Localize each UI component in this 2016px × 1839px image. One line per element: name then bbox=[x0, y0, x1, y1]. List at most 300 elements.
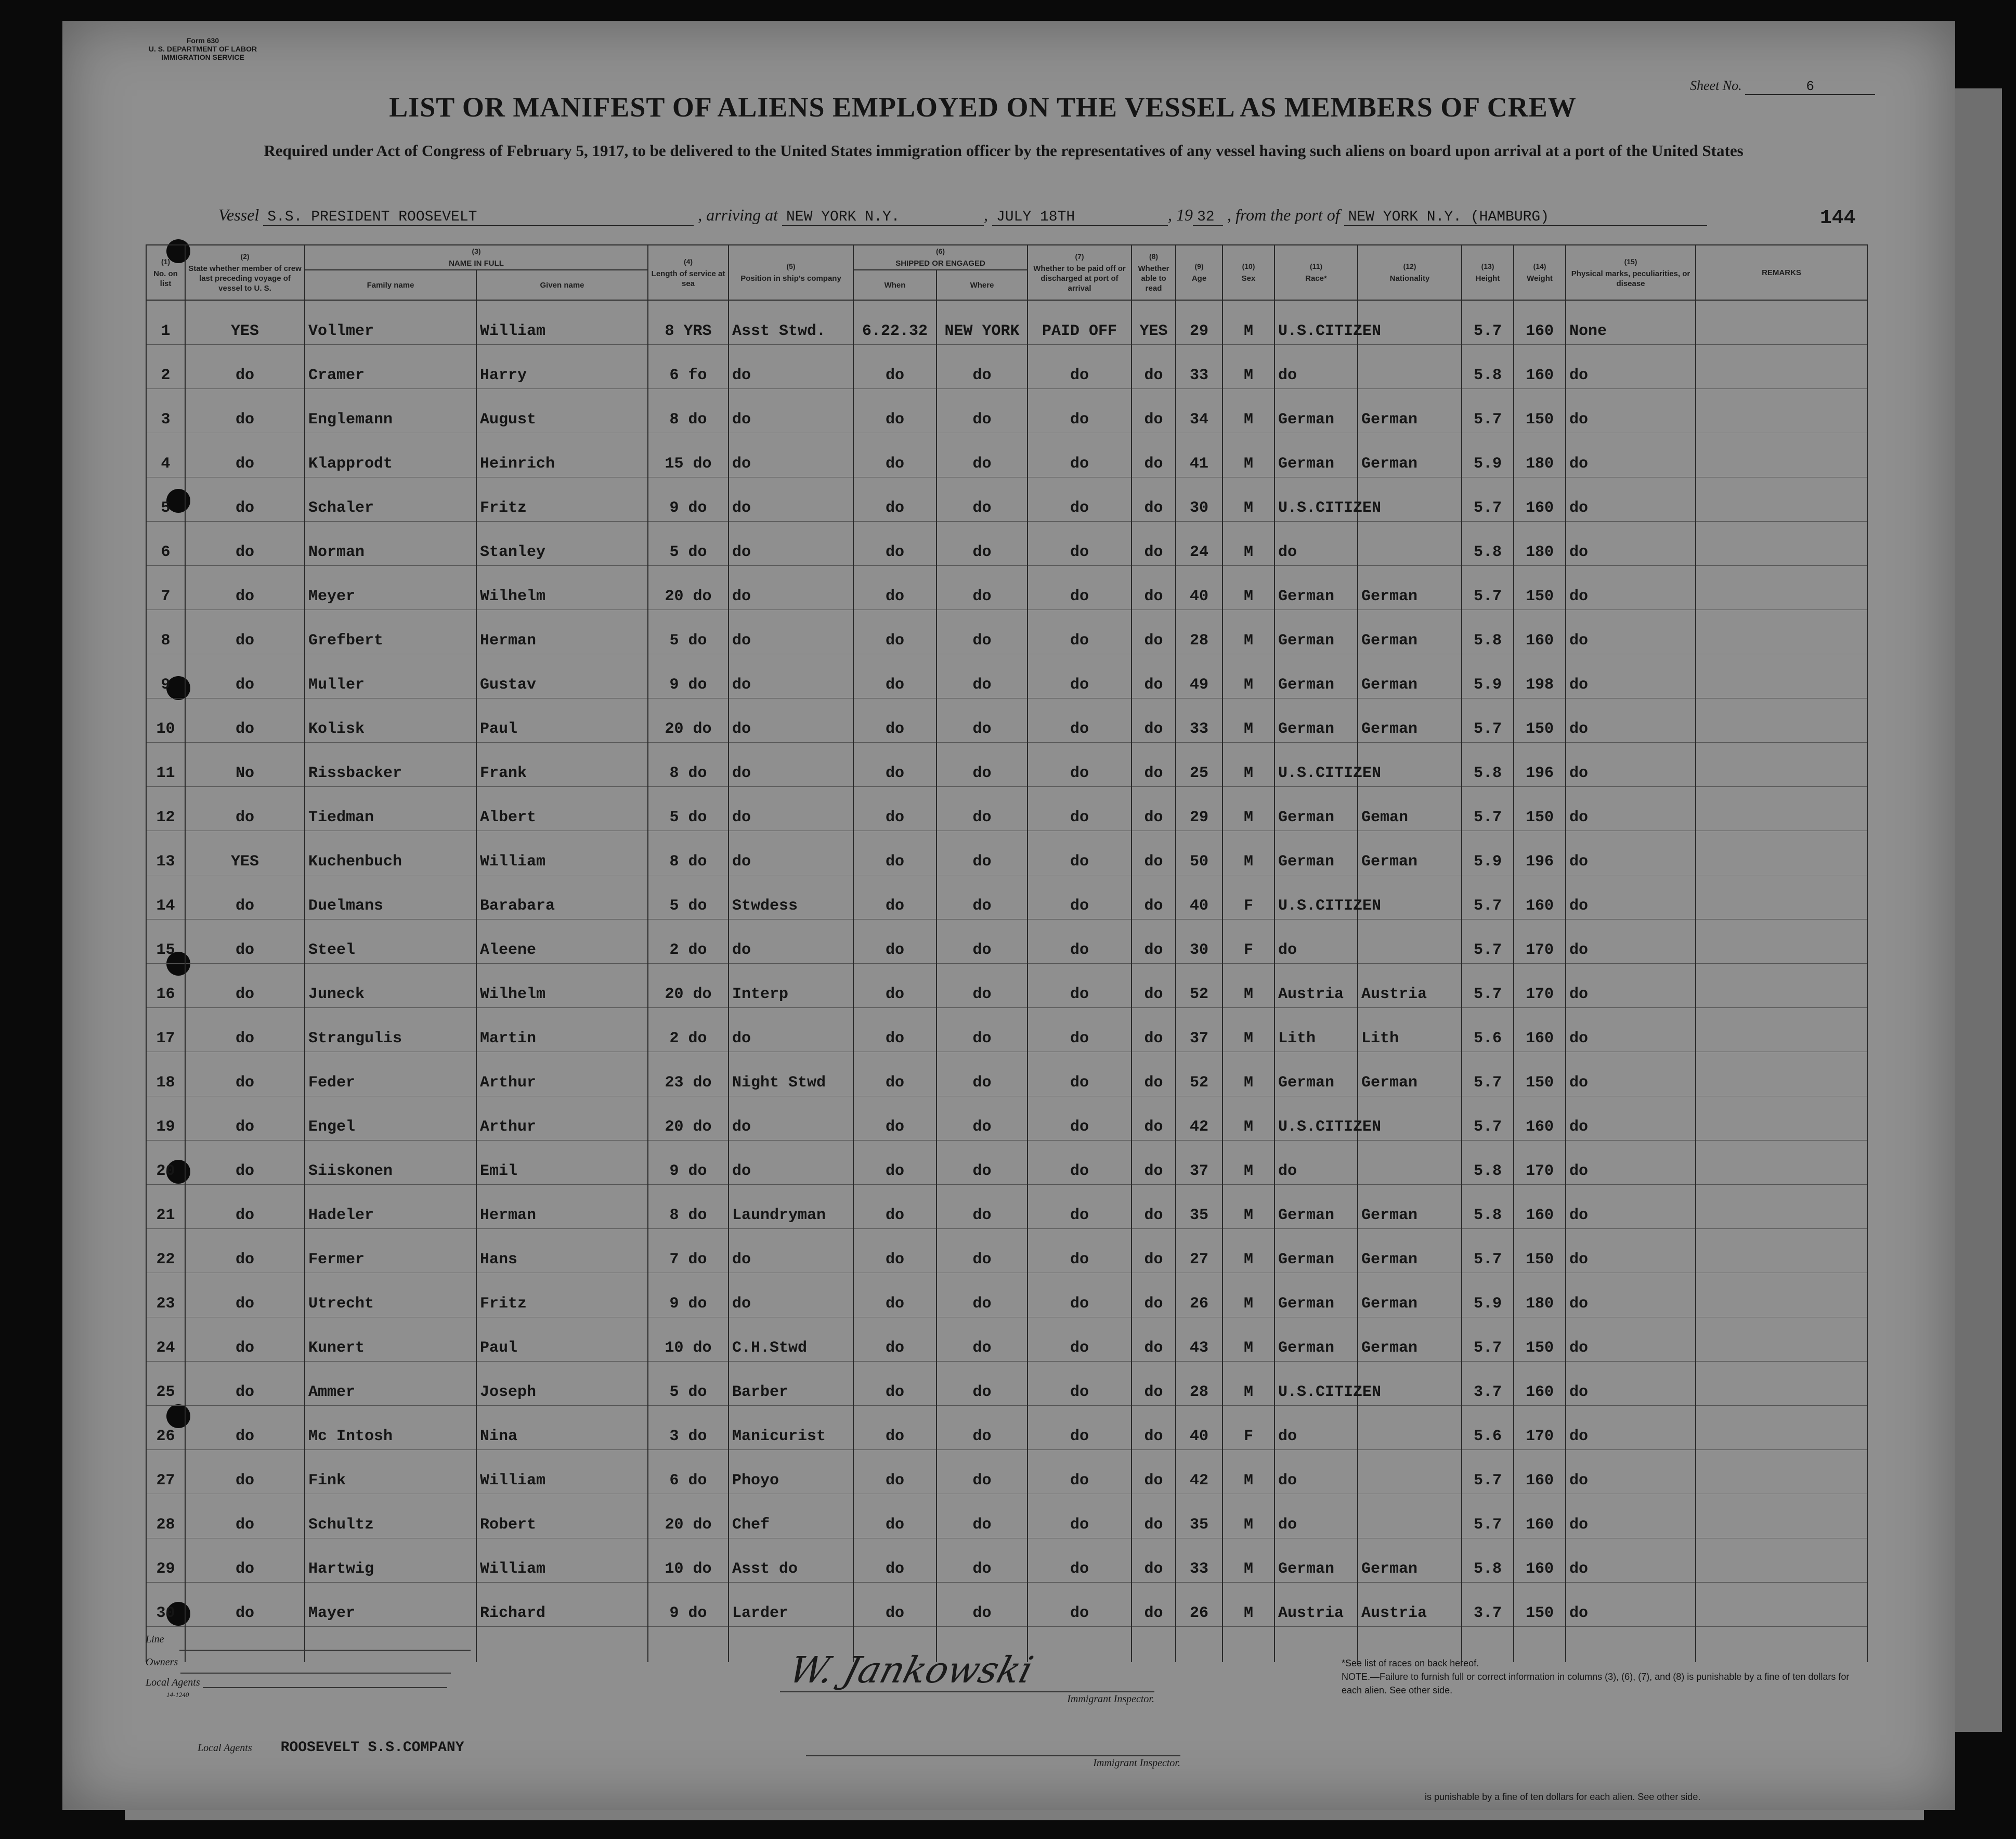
physical-marks-cell: do bbox=[1566, 1008, 1696, 1052]
weight-cell: 160 bbox=[1514, 300, 1566, 345]
row-number-cell: 29 bbox=[146, 1538, 185, 1583]
shipped-when-cell: do bbox=[853, 1141, 937, 1185]
length-of-service-cell: 6 fo bbox=[648, 345, 729, 389]
length-of-service-cell: 5 do bbox=[648, 787, 729, 831]
year-prefix: , 19 bbox=[1167, 205, 1193, 224]
nationality-cell: Austria bbox=[1358, 1583, 1462, 1627]
race-cell: German bbox=[1274, 1317, 1358, 1362]
weight-cell: 150 bbox=[1514, 698, 1566, 743]
able-to-read-cell: do bbox=[1131, 433, 1176, 477]
shipped-when-cell: do bbox=[853, 1450, 937, 1494]
shipped-where-cell: do bbox=[937, 1406, 1027, 1450]
height-cell: 5.7 bbox=[1462, 389, 1514, 433]
table-row bbox=[146, 433, 1867, 477]
family-name-cell: Steel bbox=[305, 920, 476, 964]
age-cell: 33 bbox=[1176, 345, 1222, 389]
previous-voyage-cell: do bbox=[185, 1538, 305, 1583]
race-cell: German bbox=[1274, 389, 1358, 433]
able-to-read-cell: do bbox=[1131, 1362, 1176, 1406]
length-of-service-cell: 10 do bbox=[648, 1538, 729, 1583]
table-row bbox=[146, 1317, 1867, 1362]
weight-cell: 150 bbox=[1514, 1317, 1566, 1362]
length-of-service-cell: 8 YRS bbox=[648, 300, 729, 345]
footer-line-owners bbox=[146, 1628, 471, 1701]
nationality-cell: German bbox=[1358, 831, 1462, 875]
sex-cell: M bbox=[1222, 1494, 1274, 1538]
given-name-cell: Barabara bbox=[476, 875, 648, 920]
age-cell: 30 bbox=[1176, 920, 1222, 964]
length-of-service-cell: 8 do bbox=[648, 743, 729, 787]
physical-marks-cell: do bbox=[1566, 610, 1696, 654]
age-cell: 27 bbox=[1176, 1229, 1222, 1273]
physical-marks-cell: do bbox=[1566, 433, 1696, 477]
race-cell: Lith bbox=[1274, 1008, 1358, 1052]
paid-off-cell: do bbox=[1027, 522, 1131, 566]
age-cell: 34 bbox=[1176, 389, 1222, 433]
remarks-cell bbox=[1696, 1273, 1867, 1317]
shipped-where-cell: do bbox=[937, 654, 1027, 698]
previous-voyage-cell: YES bbox=[185, 300, 305, 345]
family-name-cell: Juneck bbox=[305, 964, 476, 1008]
paid-off-cell: do bbox=[1027, 1494, 1131, 1538]
sex-cell: M bbox=[1222, 610, 1274, 654]
vessel-line: Vessel S.S. PRESIDENT ROOSEVELT , arriving at NEW YORK N.Y. , JULY 18TH , 19 32 , from the port of NEW YORK N.Y. (HAMBURG) bbox=[218, 205, 1914, 226]
able-to-read-cell: do bbox=[1131, 522, 1176, 566]
weight-cell: 170 bbox=[1514, 920, 1566, 964]
physical-marks-cell: do bbox=[1566, 787, 1696, 831]
header-nationality: (12) Nationality bbox=[1358, 245, 1462, 300]
shipped-when-cell: do bbox=[853, 610, 937, 654]
remarks-cell bbox=[1696, 477, 1867, 522]
remarks-cell bbox=[1696, 522, 1867, 566]
shipped-when-cell: do bbox=[853, 1538, 937, 1583]
sex-cell: M bbox=[1222, 964, 1274, 1008]
row-number-cell: 4 bbox=[146, 433, 185, 477]
physical-marks-cell: do bbox=[1566, 831, 1696, 875]
inspector-signature: W. Jankowski bbox=[785, 1649, 1038, 1691]
sheet-number bbox=[1690, 78, 1875, 95]
previous-voyage-cell: do bbox=[185, 1362, 305, 1406]
shipped-when-cell: do bbox=[853, 831, 937, 875]
age-cell: 24 bbox=[1176, 522, 1222, 566]
shipped-when-cell: do bbox=[853, 1494, 937, 1538]
row-number-cell: 9 bbox=[146, 654, 185, 698]
age-cell: 40 bbox=[1176, 875, 1222, 920]
sheet-number-value: 6 bbox=[1745, 79, 1875, 95]
inspector-label: Immigrant Inspector. bbox=[780, 1691, 1154, 1705]
shipped-where-cell: do bbox=[937, 1494, 1027, 1538]
family-name-cell: Cramer bbox=[305, 345, 476, 389]
paid-off-cell: do bbox=[1027, 743, 1131, 787]
nationality-cell: German bbox=[1358, 654, 1462, 698]
height-cell: 3.7 bbox=[1462, 1362, 1514, 1406]
remarks-cell bbox=[1696, 1538, 1867, 1583]
table-row bbox=[146, 610, 1867, 654]
shipped-where-cell: do bbox=[937, 1538, 1027, 1583]
given-name-cell: August bbox=[476, 389, 648, 433]
age-cell: 35 bbox=[1176, 1494, 1222, 1538]
position-cell: do bbox=[729, 389, 853, 433]
sex-cell: M bbox=[1222, 1273, 1274, 1317]
length-of-service-cell: 5 do bbox=[648, 1362, 729, 1406]
sex-cell: M bbox=[1222, 787, 1274, 831]
blank-cell bbox=[648, 1627, 729, 1663]
able-to-read-cell: do bbox=[1131, 698, 1176, 743]
weight-cell: 160 bbox=[1514, 610, 1566, 654]
shipped-when-cell: do bbox=[853, 1362, 937, 1406]
shipped-when-cell: do bbox=[853, 477, 937, 522]
physical-marks-cell: do bbox=[1566, 345, 1696, 389]
able-to-read-cell: do bbox=[1131, 1185, 1176, 1229]
sheet-number-label: Sheet No. bbox=[1690, 78, 1742, 93]
age-cell: 50 bbox=[1176, 831, 1222, 875]
given-name-cell: William bbox=[476, 300, 648, 345]
sex-cell: M bbox=[1222, 566, 1274, 610]
weight-cell: 180 bbox=[1514, 1273, 1566, 1317]
position-cell: Asst do bbox=[729, 1538, 853, 1583]
weight-cell: 170 bbox=[1514, 1406, 1566, 1450]
shipped-when-cell: do bbox=[853, 1317, 937, 1362]
height-cell: 5.7 bbox=[1462, 477, 1514, 522]
shipped-when-cell: do bbox=[853, 787, 937, 831]
physical-marks-cell: do bbox=[1566, 1185, 1696, 1229]
shipped-when-cell: do bbox=[853, 1229, 937, 1273]
length-of-service-cell: 10 do bbox=[648, 1317, 729, 1362]
sex-cell: M bbox=[1222, 1229, 1274, 1273]
able-to-read-cell: do bbox=[1131, 1141, 1176, 1185]
height-cell: 5.7 bbox=[1462, 698, 1514, 743]
physical-marks-cell: do bbox=[1566, 566, 1696, 610]
given-name-cell: Martin bbox=[476, 1008, 648, 1052]
physical-marks-cell: do bbox=[1566, 964, 1696, 1008]
table-row bbox=[146, 1185, 1867, 1229]
length-of-service-cell: 23 do bbox=[648, 1052, 729, 1096]
able-to-read-cell: do bbox=[1131, 1583, 1176, 1627]
previous-voyage-cell: do bbox=[185, 1450, 305, 1494]
weight-cell: 180 bbox=[1514, 433, 1566, 477]
row-number-cell: 28 bbox=[146, 1494, 185, 1538]
nationality-cell bbox=[1358, 345, 1462, 389]
sex-cell: M bbox=[1222, 654, 1274, 698]
given-name-cell: Harry bbox=[476, 345, 648, 389]
physical-marks-cell: do bbox=[1566, 698, 1696, 743]
table-row bbox=[146, 1494, 1867, 1538]
row-number-cell: 23 bbox=[146, 1273, 185, 1317]
nationality-cell bbox=[1358, 920, 1462, 964]
physical-marks-cell: do bbox=[1566, 654, 1696, 698]
family-name-cell: Utrecht bbox=[305, 1273, 476, 1317]
physical-marks-cell: do bbox=[1566, 1583, 1696, 1627]
row-number-cell: 14 bbox=[146, 875, 185, 920]
nationality-cell: German bbox=[1358, 1538, 1462, 1583]
length-of-service-cell: 9 do bbox=[648, 1583, 729, 1627]
table-row bbox=[146, 1450, 1867, 1494]
position-cell: do bbox=[729, 787, 853, 831]
remarks-cell bbox=[1696, 1583, 1867, 1627]
position-cell: do bbox=[729, 610, 853, 654]
table-row bbox=[146, 654, 1867, 698]
physical-marks-cell: do bbox=[1566, 1494, 1696, 1538]
shipped-where-cell: do bbox=[937, 1229, 1027, 1273]
race-cell: German bbox=[1274, 610, 1358, 654]
shipped-where-cell: do bbox=[937, 1583, 1027, 1627]
length-of-service-cell: 20 do bbox=[648, 566, 729, 610]
vessel-name: S.S. PRESIDENT ROOSEVELT bbox=[263, 209, 694, 226]
previous-voyage-cell: do bbox=[185, 566, 305, 610]
race-cell: German bbox=[1274, 1273, 1358, 1317]
row-number-cell: 15 bbox=[146, 920, 185, 964]
header-physical-marks: (15) Physical marks, peculiarities, or disease bbox=[1566, 245, 1696, 300]
shipped-when-cell: do bbox=[853, 1406, 937, 1450]
table-row bbox=[146, 389, 1867, 433]
previous-voyage-cell: do bbox=[185, 875, 305, 920]
shipped-when-cell: do bbox=[853, 698, 937, 743]
able-to-read-cell: do bbox=[1131, 743, 1176, 787]
race-cell: do bbox=[1274, 1141, 1358, 1185]
able-to-read-cell: do bbox=[1131, 964, 1176, 1008]
shipped-where-cell: do bbox=[937, 787, 1027, 831]
table-row bbox=[146, 1538, 1867, 1583]
shipped-when-cell: do bbox=[853, 920, 937, 964]
length-of-service-cell: 3 do bbox=[648, 1406, 729, 1450]
row-number-cell: 7 bbox=[146, 566, 185, 610]
height-cell: 5.6 bbox=[1462, 1008, 1514, 1052]
length-of-service-cell: 20 do bbox=[648, 964, 729, 1008]
family-name-cell: Ammer bbox=[305, 1362, 476, 1406]
position-cell: C.H.Stwd bbox=[729, 1317, 853, 1362]
paid-off-cell: do bbox=[1027, 1052, 1131, 1096]
nationality-cell: German bbox=[1358, 698, 1462, 743]
given-name-cell: Hans bbox=[476, 1229, 648, 1273]
local-agents-value: ROOSEVELT S.S.COMPANY bbox=[280, 1740, 464, 1756]
race-cell: Austria bbox=[1274, 964, 1358, 1008]
paid-off-cell: do bbox=[1027, 389, 1131, 433]
shipped-where-cell: NEW YORK bbox=[937, 300, 1027, 345]
row-number-cell: 19 bbox=[146, 1096, 185, 1141]
family-name-cell: Fink bbox=[305, 1450, 476, 1494]
previous-voyage-cell: do bbox=[185, 1052, 305, 1096]
weight-cell: 170 bbox=[1514, 964, 1566, 1008]
physical-marks-cell: do bbox=[1566, 1362, 1696, 1406]
length-of-service-cell: 20 do bbox=[648, 1096, 729, 1141]
shipped-when-cell: do bbox=[853, 389, 937, 433]
position-cell: Night Stwd bbox=[729, 1052, 853, 1096]
remarks-cell bbox=[1696, 1317, 1867, 1362]
paid-off-cell: do bbox=[1027, 1185, 1131, 1229]
shipped-where-cell: do bbox=[937, 1008, 1027, 1052]
age-cell: 30 bbox=[1176, 477, 1222, 522]
page-number: 144 bbox=[1820, 207, 1856, 229]
position-cell: Larder bbox=[729, 1583, 853, 1627]
family-name-cell: Schaler bbox=[305, 477, 476, 522]
remarks-cell bbox=[1696, 1406, 1867, 1450]
service-name: IMMIGRATION SERVICE bbox=[161, 53, 244, 61]
previous-voyage-cell: do bbox=[185, 610, 305, 654]
physical-marks-cell: None bbox=[1566, 300, 1696, 345]
shipped-when-cell: do bbox=[853, 743, 937, 787]
remarks-cell bbox=[1696, 1008, 1867, 1052]
position-cell: Stwdess bbox=[729, 875, 853, 920]
row-number-cell: 6 bbox=[146, 522, 185, 566]
family-name-cell: Schultz bbox=[305, 1494, 476, 1538]
weight-cell: 160 bbox=[1514, 1096, 1566, 1141]
sex-cell: M bbox=[1222, 743, 1274, 787]
race-cell: do bbox=[1274, 920, 1358, 964]
length-of-service-cell: 8 do bbox=[648, 831, 729, 875]
weight-cell: 150 bbox=[1514, 1229, 1566, 1273]
shipped-where-cell: do bbox=[937, 1052, 1027, 1096]
sex-cell: M bbox=[1222, 389, 1274, 433]
weight-cell: 180 bbox=[1514, 522, 1566, 566]
family-name-cell: Engel bbox=[305, 1096, 476, 1141]
arrival-date: JULY 18TH bbox=[992, 209, 1168, 226]
height-cell: 5.7 bbox=[1462, 1096, 1514, 1141]
table-row bbox=[146, 1052, 1867, 1096]
paid-off-cell: do bbox=[1027, 787, 1131, 831]
able-to-read-cell: do bbox=[1131, 610, 1176, 654]
sex-cell: M bbox=[1222, 1096, 1274, 1141]
previous-voyage-cell: do bbox=[185, 345, 305, 389]
weight-cell: 196 bbox=[1514, 743, 1566, 787]
age-cell: 42 bbox=[1176, 1096, 1222, 1141]
given-name-cell: Emil bbox=[476, 1141, 648, 1185]
length-of-service-cell: 20 do bbox=[648, 698, 729, 743]
arrival-year: 32 bbox=[1193, 209, 1223, 226]
table-row bbox=[146, 1406, 1867, 1450]
table-row bbox=[146, 1229, 1867, 1273]
race-cell: do bbox=[1274, 1494, 1358, 1538]
position-cell: Barber bbox=[729, 1362, 853, 1406]
remarks-cell bbox=[1696, 964, 1867, 1008]
length-of-service-cell: 2 do bbox=[648, 1008, 729, 1052]
local-agents-code: 14-1240 bbox=[166, 1691, 189, 1699]
paid-off-cell: do bbox=[1027, 964, 1131, 1008]
position-cell: do bbox=[729, 1141, 853, 1185]
race-cell: German bbox=[1274, 566, 1358, 610]
family-name-cell: Mc Intosh bbox=[305, 1406, 476, 1450]
nationality-cell bbox=[1358, 1494, 1462, 1538]
shipped-where-cell: do bbox=[937, 743, 1027, 787]
form-number: Form 630 bbox=[186, 36, 219, 45]
position-cell: Manicurist bbox=[729, 1406, 853, 1450]
table-row bbox=[146, 522, 1867, 566]
length-of-service-cell: 2 do bbox=[648, 920, 729, 964]
weight-cell: 170 bbox=[1514, 1141, 1566, 1185]
remarks-cell bbox=[1696, 831, 1867, 875]
family-name-cell: Kuchenbuch bbox=[305, 831, 476, 875]
shipped-when-cell: do bbox=[853, 522, 937, 566]
previous-voyage-cell: do bbox=[185, 787, 305, 831]
age-cell: 49 bbox=[1176, 654, 1222, 698]
nationality-cell: German bbox=[1358, 1273, 1462, 1317]
race-cell: German bbox=[1274, 433, 1358, 477]
paid-off-cell: do bbox=[1027, 1538, 1131, 1583]
shipped-where-cell: do bbox=[937, 610, 1027, 654]
paid-off-cell: do bbox=[1027, 1583, 1131, 1627]
paid-off-cell: do bbox=[1027, 1008, 1131, 1052]
shipped-when-cell: 6.22.32 bbox=[853, 300, 937, 345]
position-cell: do bbox=[729, 654, 853, 698]
paid-off-cell: do bbox=[1027, 1406, 1131, 1450]
nationality-cell bbox=[1358, 1450, 1462, 1494]
shipped-when-cell: do bbox=[853, 345, 937, 389]
race-cell: do bbox=[1274, 1450, 1358, 1494]
races-note: *See list of races on back hereof. bbox=[1342, 1658, 1479, 1668]
header-row bbox=[146, 245, 1867, 270]
table-row bbox=[146, 566, 1867, 610]
family-name-cell: Siiskonen bbox=[305, 1141, 476, 1185]
shipped-where-cell: do bbox=[937, 1273, 1027, 1317]
family-name-cell: Kunert bbox=[305, 1317, 476, 1362]
previous-voyage-cell: do bbox=[185, 1229, 305, 1273]
race-cell: U.S.CITIZEN bbox=[1274, 875, 1358, 920]
header-height: (13) Height bbox=[1462, 245, 1514, 300]
nationality-cell: German bbox=[1358, 610, 1462, 654]
physical-marks-cell: do bbox=[1566, 1141, 1696, 1185]
family-name-cell: Strangulis bbox=[305, 1008, 476, 1052]
position-cell: do bbox=[729, 1229, 853, 1273]
vessel-label: Vessel bbox=[218, 205, 259, 224]
physical-marks-cell: do bbox=[1566, 1317, 1696, 1362]
paid-off-cell: do bbox=[1027, 698, 1131, 743]
length-of-service-cell: 5 do bbox=[648, 522, 729, 566]
previous-voyage-cell: do bbox=[185, 1583, 305, 1627]
line-label: Line bbox=[146, 1634, 164, 1645]
physical-marks-cell: do bbox=[1566, 1052, 1696, 1096]
age-cell: 29 bbox=[1176, 300, 1222, 345]
row-number-cell: 24 bbox=[146, 1317, 185, 1362]
given-name-cell: Richard bbox=[476, 1583, 648, 1627]
family-name-cell: Englemann bbox=[305, 389, 476, 433]
remarks-cell bbox=[1696, 610, 1867, 654]
manifest-body bbox=[146, 300, 1867, 1662]
family-name-cell: Vollmer bbox=[305, 300, 476, 345]
able-to-read-cell: do bbox=[1131, 920, 1176, 964]
previous-voyage-cell: do bbox=[185, 389, 305, 433]
shipped-where-cell: do bbox=[937, 345, 1027, 389]
race-cell: German bbox=[1274, 698, 1358, 743]
table-row bbox=[146, 1362, 1867, 1406]
previous-voyage-cell: do bbox=[185, 698, 305, 743]
sex-cell: M bbox=[1222, 433, 1274, 477]
departure-port: NEW YORK N.Y. (HAMBURG) bbox=[1344, 209, 1707, 226]
able-to-read-cell: do bbox=[1131, 566, 1176, 610]
table-row bbox=[146, 1141, 1867, 1185]
sex-cell: M bbox=[1222, 1008, 1274, 1052]
remarks-cell bbox=[1696, 1141, 1867, 1185]
race-cell: German bbox=[1274, 787, 1358, 831]
department-name: U. S. DEPARTMENT OF LABOR bbox=[148, 45, 257, 53]
previous-voyage-cell: do bbox=[185, 1273, 305, 1317]
height-cell: 5.8 bbox=[1462, 1538, 1514, 1583]
row-number-cell: 13 bbox=[146, 831, 185, 875]
height-cell: 5.8 bbox=[1462, 522, 1514, 566]
inspector-signature-block bbox=[780, 1649, 1154, 1705]
weight-cell: 160 bbox=[1514, 345, 1566, 389]
height-cell: 5.7 bbox=[1462, 1317, 1514, 1362]
header-paid-off: (7) Whether to be paid off or discharged at port of arrival bbox=[1027, 245, 1131, 300]
weight-cell: 160 bbox=[1514, 1538, 1566, 1583]
height-cell: 5.8 bbox=[1462, 743, 1514, 787]
age-cell: 40 bbox=[1176, 566, 1222, 610]
form-identifier bbox=[130, 36, 276, 61]
sex-cell: M bbox=[1222, 1185, 1274, 1229]
family-name-cell: Norman bbox=[305, 522, 476, 566]
height-cell: 5.9 bbox=[1462, 433, 1514, 477]
race-cell: German bbox=[1274, 654, 1358, 698]
shipped-where-cell: do bbox=[937, 477, 1027, 522]
shipped-where-cell: do bbox=[937, 1317, 1027, 1362]
